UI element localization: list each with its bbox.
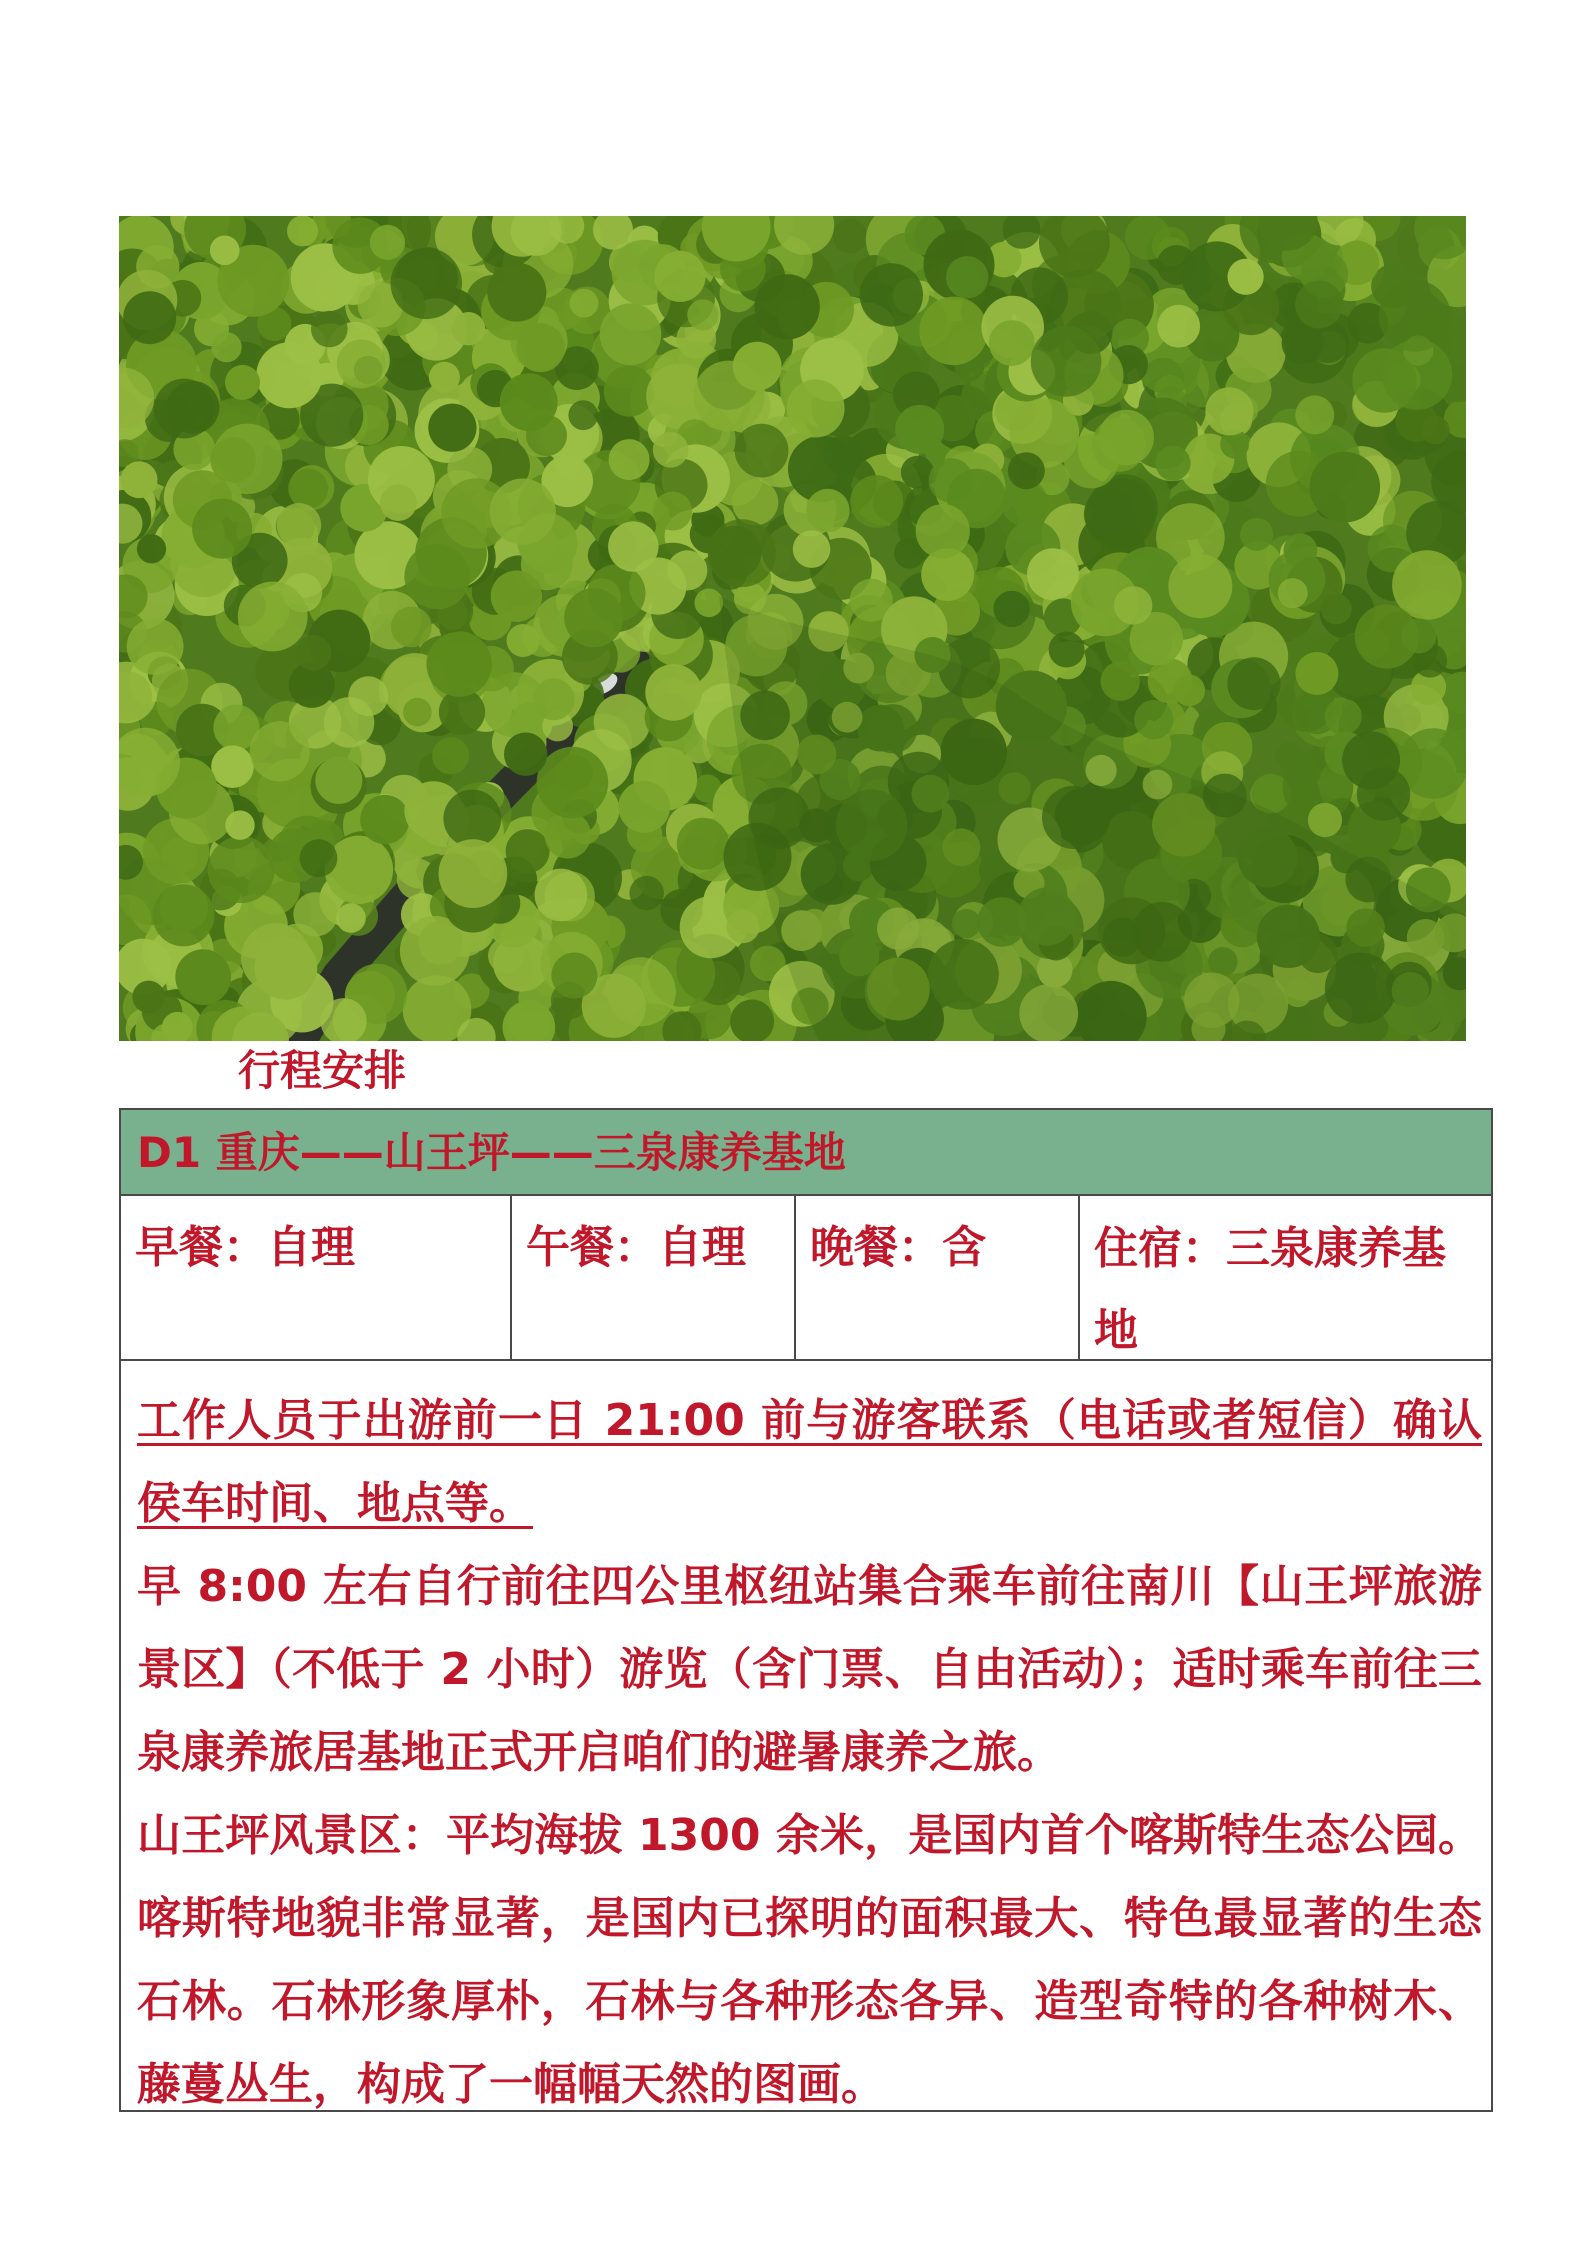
tree-crown	[439, 839, 508, 908]
tree-crown	[391, 248, 462, 319]
tree-crown	[537, 747, 609, 819]
tree-crown	[1031, 326, 1102, 397]
tree-crown	[137, 534, 166, 563]
tree-crown	[210, 236, 240, 266]
tree-crown	[1421, 416, 1450, 445]
tree-crown	[645, 664, 702, 721]
tree-crown	[1310, 452, 1381, 523]
tree-crown	[277, 503, 321, 547]
tree-crown	[491, 571, 542, 622]
tree-crown	[1295, 395, 1334, 434]
tree-crown	[989, 320, 1035, 366]
tree-crown	[315, 757, 362, 804]
lunch-cell: 午餐：自理	[512, 1196, 796, 1359]
tree-crown	[154, 379, 214, 439]
tree-crown	[324, 697, 375, 748]
tree-crown	[208, 836, 275, 903]
lodging-cell: 住宿：三泉康养基地	[1094, 1223, 1446, 1356]
scenic-description: 山王坪风景区：平均海拔 1300 余米，是国内首个喀斯特生态公园。 喀斯特地貌非常显著，是国内已探明的面积最大、特色最显著的生态石林。石林形象厚朴，石林与各种形态各异、造型奇特的各种树木、藤蔓丛生，构成了一幅幅天然的图画。	[137, 1810, 1482, 2110]
tree-crown	[793, 530, 831, 568]
tree-crown	[1168, 554, 1232, 618]
tree-crown	[238, 582, 308, 652]
tree-crown	[533, 679, 575, 721]
tree-crown	[127, 618, 184, 675]
breakfast-cell: 早餐：自理	[121, 1196, 512, 1359]
section-title: 行程安排	[238, 1046, 407, 1095]
tree-crown	[211, 745, 254, 788]
tree-crown	[860, 263, 923, 326]
tree-crown	[432, 737, 469, 774]
day-content	[137, 1361, 1482, 2126]
tree-crown	[916, 504, 970, 558]
tree-crown	[654, 251, 705, 302]
tree-crown	[1101, 662, 1140, 701]
tree-crown	[1114, 586, 1152, 624]
tree-crown	[994, 591, 1030, 627]
tree-crown	[132, 981, 165, 1014]
tree-crown	[653, 492, 692, 531]
tree-crown	[733, 342, 782, 391]
tree-crown	[687, 299, 718, 330]
tree-crown	[919, 297, 988, 366]
tree-crown	[500, 373, 558, 431]
tree-crown	[288, 469, 328, 509]
tree-crown	[490, 479, 556, 545]
tree-crown	[429, 362, 460, 393]
tree-crown	[1240, 518, 1273, 551]
tree-crown	[1027, 548, 1079, 600]
tree-crown	[1308, 803, 1342, 837]
tree-crown	[337, 339, 386, 388]
tree-crown	[300, 839, 338, 877]
dinner-cell: 晚餐：含	[796, 1196, 1080, 1359]
tree-crown	[946, 256, 988, 298]
tree-crown	[287, 216, 318, 246]
meals-row	[121, 1196, 1491, 1361]
tree-crown	[1401, 618, 1436, 653]
tree-crown	[833, 219, 868, 254]
tree-crown	[1084, 489, 1135, 540]
tree-crown	[630, 876, 664, 910]
tree-crown	[609, 439, 650, 480]
tree-crown	[1155, 446, 1190, 481]
tree-crown	[152, 884, 214, 946]
itinerary-table	[119, 1108, 1493, 2112]
tree-crown	[600, 303, 662, 365]
tree-crown	[667, 550, 707, 590]
tree-crown	[336, 903, 366, 933]
tree-crown	[901, 456, 934, 489]
contact-notice	[137, 1379, 1482, 1545]
tree-crown	[850, 475, 903, 528]
tree-crown	[1205, 387, 1253, 435]
tree-crown	[427, 631, 492, 696]
tree-crown	[212, 332, 242, 362]
tree-crown	[452, 312, 485, 345]
tree-crown	[391, 607, 432, 648]
tree-crown	[1278, 578, 1308, 608]
tree-crown	[504, 733, 547, 776]
tree-crown	[250, 721, 310, 781]
forest-image	[119, 216, 1466, 1041]
schedule-paragraph: 早 8:00 左右自行前往四公里枢纽站集合乘车前往南川【山王坪旅游景区】（不低于 2 小时）游览（含门票、自由活动）；适时乘车前往三泉康养旅居基地正式开启咱们的避暑康养之旅。	[137, 1561, 1482, 1778]
tree-crown	[370, 225, 405, 260]
tree-crown	[929, 458, 973, 502]
tree-crown	[564, 588, 623, 647]
tree-crown	[1228, 259, 1264, 295]
tree-crown	[755, 274, 820, 339]
tree-crown	[1357, 767, 1410, 820]
tree-crown	[1134, 700, 1173, 739]
tree-crown	[225, 365, 260, 400]
tree-crown	[1157, 305, 1200, 348]
tree-crown	[296, 635, 332, 671]
tree-crown	[293, 892, 337, 936]
tree-crown	[487, 263, 546, 322]
tree-crown	[735, 424, 789, 478]
tree-crown	[551, 953, 597, 999]
tree-crown	[428, 404, 476, 452]
tree-crown	[806, 489, 849, 532]
tree-crown	[1325, 698, 1362, 735]
tree-crown	[608, 521, 658, 571]
tree-crown	[360, 795, 409, 844]
tree-crown	[404, 544, 470, 610]
contact-notice-text: 工作人员于出游前一日 21:00 前与游客联系（电话或者短信）确认侯车时间、地点等。	[137, 1395, 1482, 1529]
day-header: D1 重庆——山王坪——三泉康养基地	[121, 1110, 1491, 1196]
tree-crown	[123, 291, 176, 344]
tree-crown	[568, 400, 598, 430]
forest-aerial-photo	[119, 216, 1466, 1041]
tree-crown	[403, 698, 432, 727]
tree-crown	[311, 311, 348, 348]
tree-crown	[1295, 281, 1343, 329]
tree-crown	[535, 869, 588, 922]
tree-crown	[1008, 452, 1045, 489]
tree-crown	[121, 461, 158, 498]
tree-crown	[1295, 652, 1338, 695]
tree-crown	[241, 923, 310, 992]
tree-crown	[1382, 339, 1453, 410]
tree-crown	[225, 811, 254, 840]
tree-crown	[708, 519, 776, 587]
tree-crown	[787, 380, 845, 438]
tree-crown	[1049, 632, 1085, 668]
tree-crown	[443, 790, 501, 848]
tree-crown	[256, 342, 322, 408]
tree-crown	[570, 289, 599, 318]
tree-crown	[895, 405, 944, 454]
tree-crown	[726, 910, 759, 943]
tree-crown	[380, 484, 417, 521]
tree-crown	[1148, 659, 1193, 704]
tree-crown	[175, 949, 231, 1005]
tree-crown	[506, 829, 550, 873]
tree-crown	[653, 432, 689, 468]
tree-crown	[544, 812, 591, 859]
tree-crown	[192, 499, 252, 559]
tree-crown	[516, 323, 565, 372]
tree-crown	[1099, 410, 1154, 465]
tree-crown	[695, 589, 724, 618]
tree-crown	[618, 781, 670, 833]
tree-crown	[1227, 657, 1280, 710]
tree-crown	[677, 818, 729, 870]
